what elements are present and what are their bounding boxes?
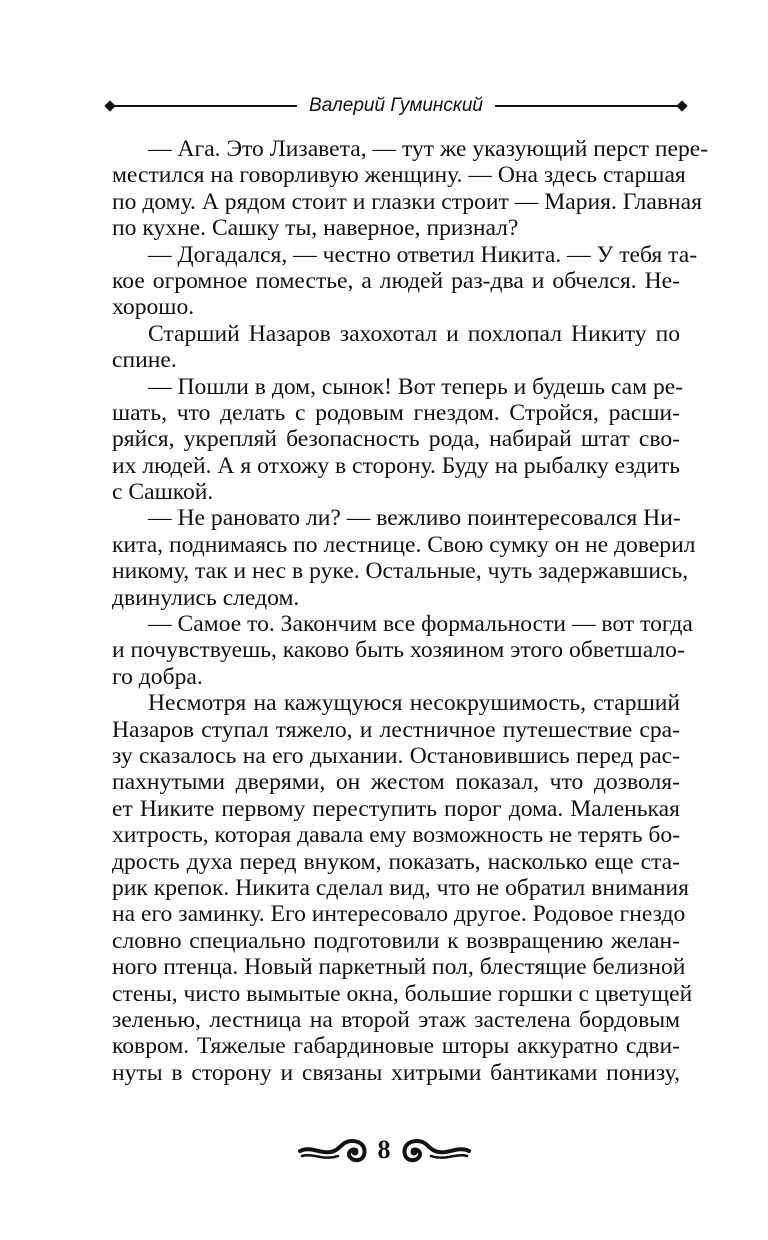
page-number: 8: [377, 1135, 391, 1164]
page-footer: [0, 1130, 768, 1170]
header-author-title: Валерий Гуминский: [309, 95, 483, 116]
text-line: местился на говорливую женщину. — Она здесь старшая: [112, 162, 686, 189]
paragraph: [112, 505, 696, 611]
text-line: — Догадался, — честно ответил Никита. — У тебя та-: [148, 241, 698, 268]
paragraph: [112, 611, 693, 690]
text-line: ковром. Тяжелые габардиновые шторы аккуратно сдви-: [112, 1033, 680, 1060]
text-line: Назаров ступал тяжело, и лестничное путешествие сра-: [112, 716, 680, 743]
text-line: пахнутыми дверями, он жестом показал, что дозволя-: [112, 769, 680, 796]
text-line: дрость духа перед внуком, показать, насколько еще ста-: [112, 848, 680, 875]
text-line: зу сказалось на его дыхании. Остановившись перед рас-: [112, 742, 680, 769]
text-line: — Пошли в дом, сынок! Вот теперь и будешь сам ре-: [148, 373, 684, 400]
text-line: по дому. А рядом стоит и глазки строит — Мария. Главная: [112, 188, 702, 215]
body-text: [112, 136, 709, 1086]
text-line: их людей. А я отхожу в сторону. Буду на рыбалку ездить: [112, 452, 681, 479]
text-line: стены, чисто вымытые окна, большие горшки с цветущей: [112, 980, 693, 1007]
text-line: словно специально подготовили к возвращению желан-: [112, 927, 680, 954]
left-ornament-icon: [298, 1135, 368, 1165]
text-line: Несмотря на кажущуюся несокрушимость, старший: [148, 690, 680, 717]
text-line: — Ага. Это Лизавета, — тут же указующий перст пере-: [148, 136, 709, 162]
text-line: хорошо.: [112, 294, 195, 321]
text-line: го добра.: [112, 663, 203, 690]
text-line: рик крепок. Никита сделал вид, что не обратил внимания: [112, 874, 689, 901]
text-line: и почувствуешь, каково быть хозяином этого обветшало-: [112, 637, 685, 664]
text-line: двинулись следом.: [112, 584, 300, 611]
header-rule-right: [495, 105, 682, 107]
running-header: [110, 92, 682, 120]
text-line: зеленью, лестница на второй этаж застелена бордовым: [112, 1006, 680, 1033]
text-line: кита, поднимаясь по лестнице. Свою сумку он не доверил: [112, 531, 696, 558]
text-line: — Самое то. Закончим все формальности — вот тогда: [148, 611, 693, 638]
text-line: на его заминку. Его интересовало другое. Родовое гнездо: [112, 901, 686, 928]
text-line: хитрость, которая давала ему возможность не терять бо-: [112, 822, 681, 849]
text-line: — Не рановато ли? — вежливо поинтересовался Ни-: [148, 505, 681, 532]
text-line: ряйся, укрепляй безопасность рода, набирай штат сво-: [112, 426, 680, 453]
paragraph: [112, 241, 698, 321]
text-line: по кухне. Сашку ты, наверное, признал?: [112, 215, 519, 242]
text-line: никому, так и нес в руке. Остальные, чуть задержавшись,: [112, 558, 689, 585]
right-ornament-icon: [401, 1135, 471, 1165]
text-line: ного птенца. Новый паркетный пол, блестящие белизной: [112, 954, 686, 981]
text-line: нуты в сторону и связаны хитрыми бантиками понизу,: [112, 1059, 680, 1086]
text-line: кое огромное поместье, а людей раз-два и обчелся. Не-: [112, 267, 680, 294]
paragraph: [112, 690, 693, 1086]
text-line: Старший Назаров захохотал и похлопал Никиту по: [148, 320, 680, 347]
text-line: шать, что делать с родовым гнездом. Стройся, расши-: [112, 399, 680, 426]
text-line: с Сашкой.: [112, 479, 214, 506]
text-line: спине.: [112, 347, 177, 374]
paragraph: [112, 321, 680, 374]
paragraph: [112, 136, 709, 242]
header-rule-left: [110, 105, 297, 107]
paragraph: [112, 373, 684, 506]
text-line: ет Никите первому переступить порог дома. Маленькая: [112, 795, 680, 822]
